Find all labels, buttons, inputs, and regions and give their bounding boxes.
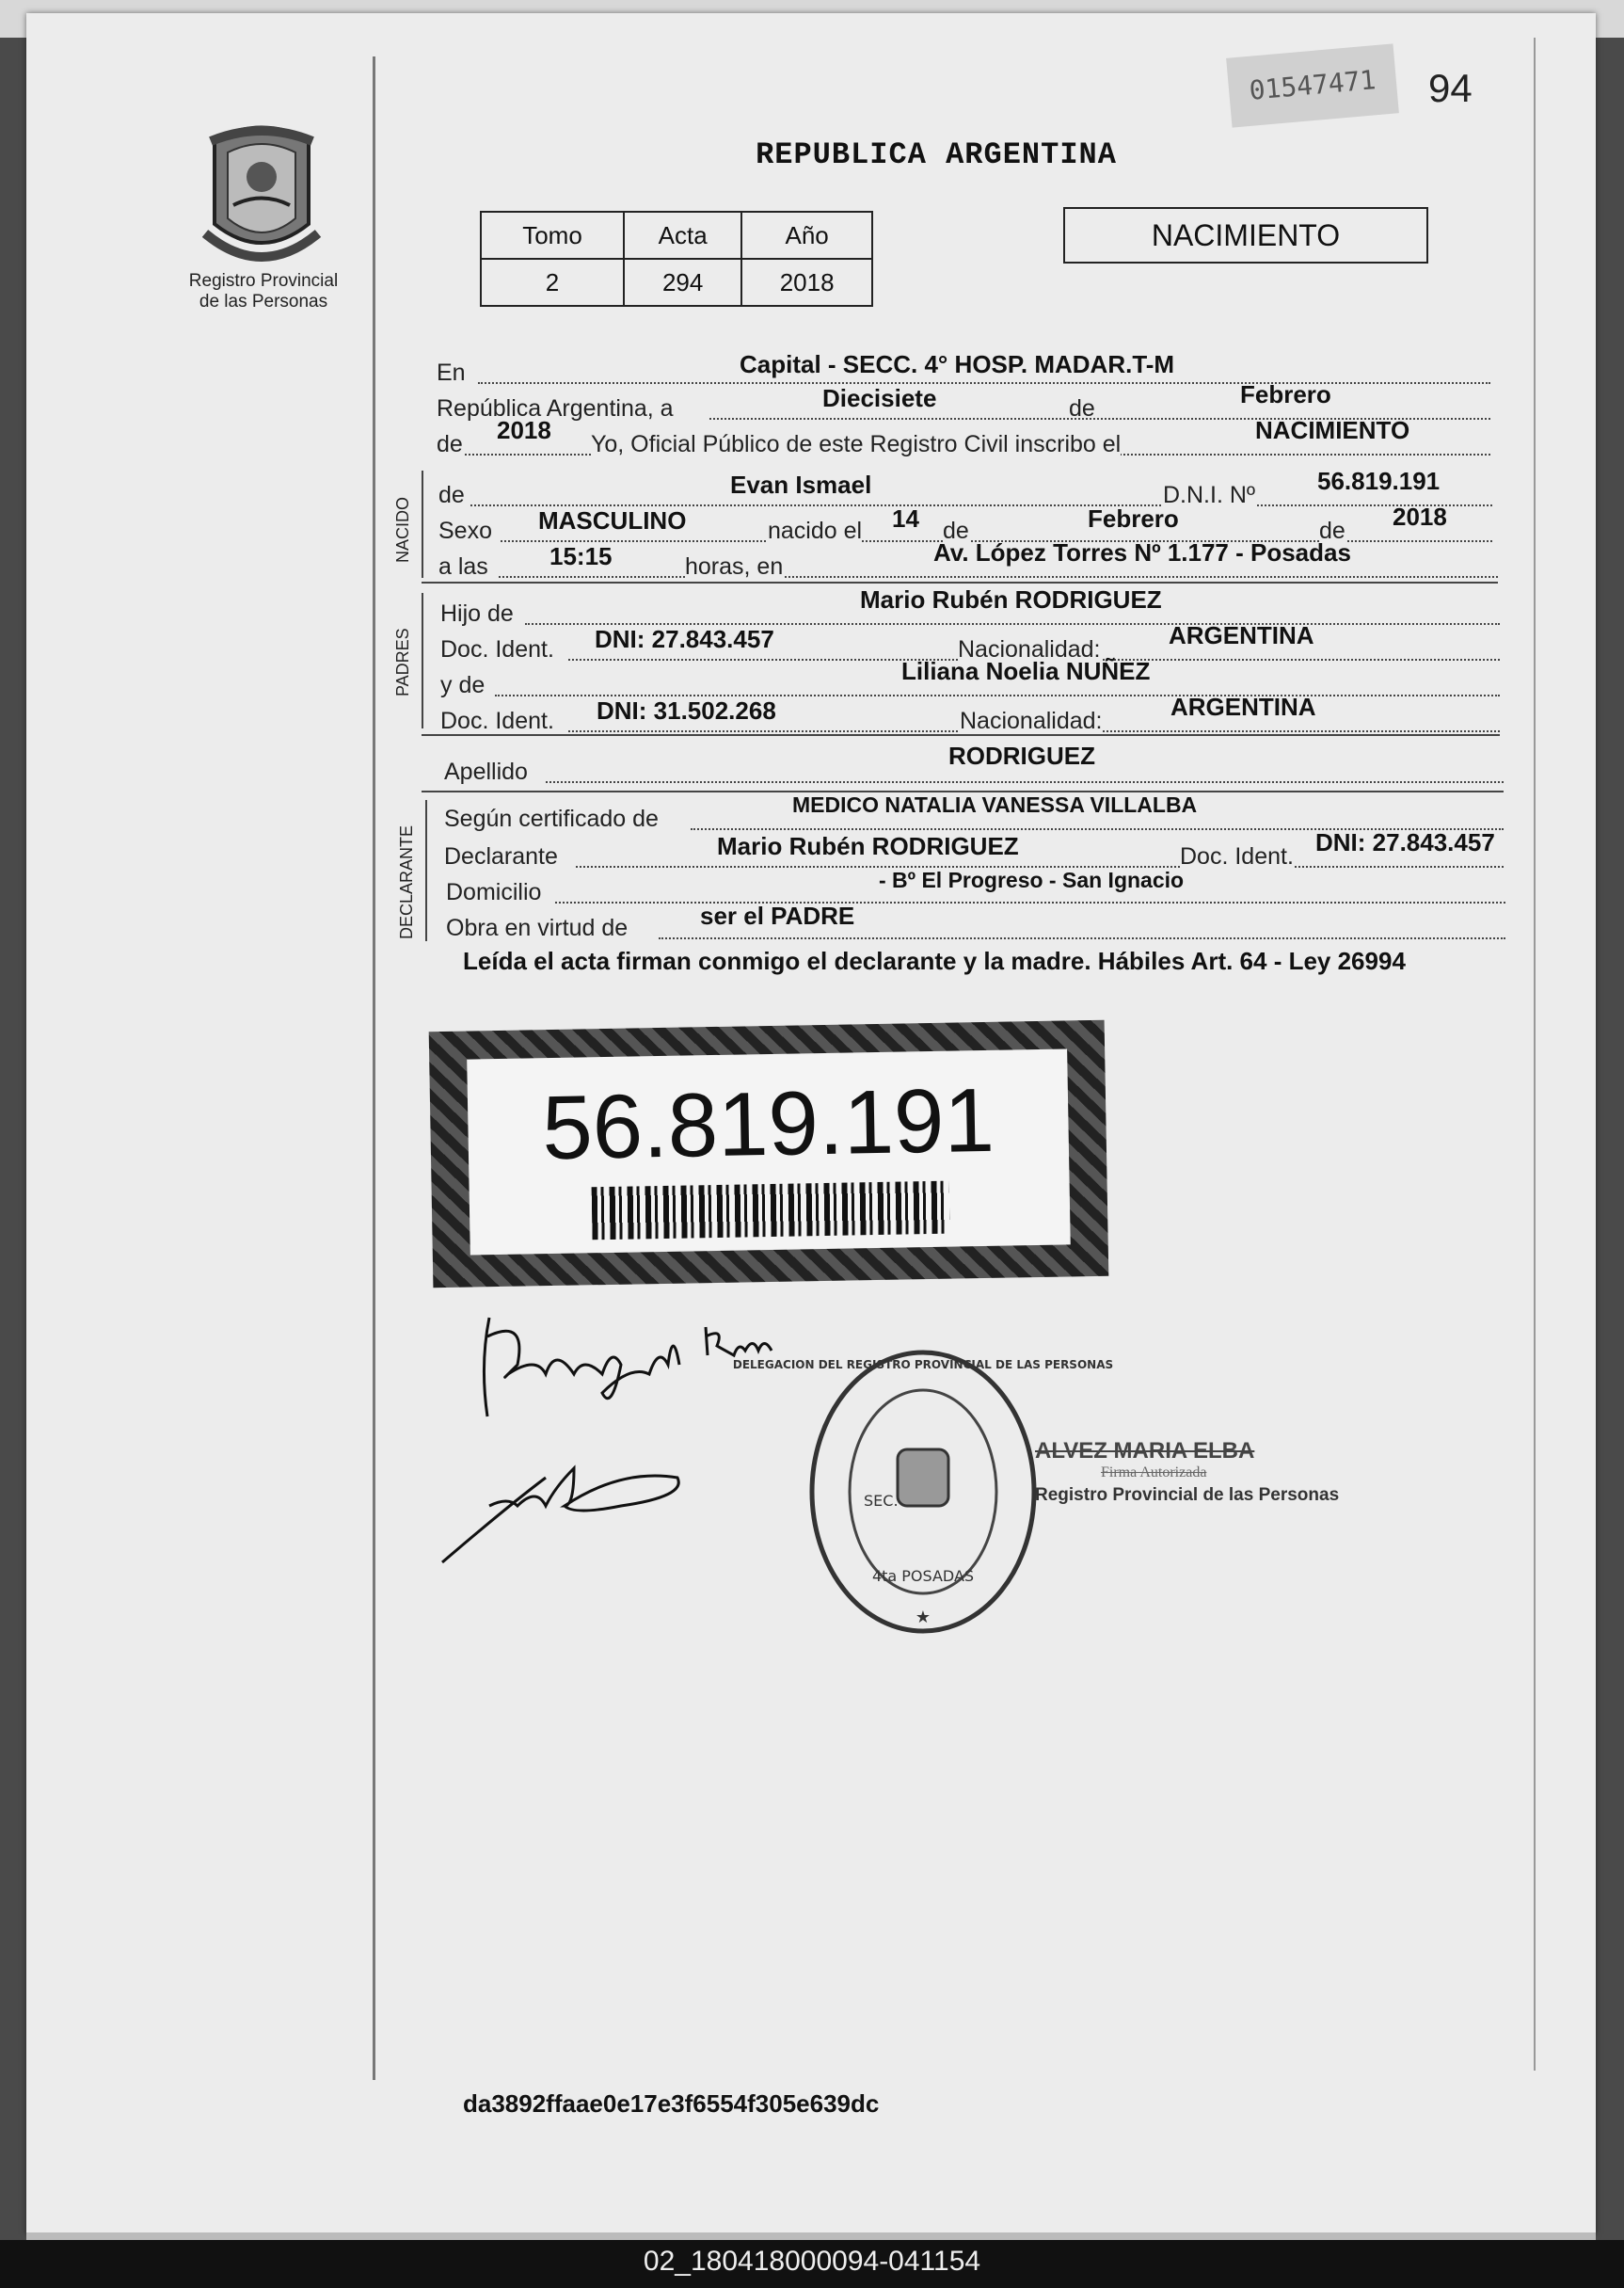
line-en (437, 352, 1490, 388)
dni-stamp-number: 56.819.191 (541, 1069, 995, 1179)
value-domicilio: - Bº El Progreso - San Ignacio (879, 868, 1185, 892)
nacido-bar (422, 471, 423, 578)
registry-line2: de las Personas (199, 292, 328, 312)
value-birth-day: 14 (892, 504, 919, 533)
label-father-doc: Doc. Ident. (440, 636, 554, 663)
page-number: 94 (1428, 66, 1473, 110)
line-mother-doc (440, 693, 1500, 736)
value-year: 2018 (497, 416, 551, 444)
page-bottom-edge (26, 2232, 1596, 2240)
value-child-name: Evan Ismael (730, 471, 872, 499)
page-title: REPUBLICA ARGENTINA (756, 137, 1117, 172)
line-time (438, 538, 1498, 582)
label-obra: Obra en virtud de (446, 915, 629, 941)
seal-ring-text: DELEGACION DEL REGISTRO PROVINCIAL DE LAS PERSONAS (732, 1358, 1114, 1371)
label-decl-doc: Doc. Ident. (1180, 843, 1294, 870)
value-father-doc: DNI: 27.843.457 (595, 625, 774, 653)
value-birth-address: Av. López Torres Nº 1.177 - Posadas (933, 538, 1351, 567)
section-declarante: DECLARANTE (397, 824, 416, 939)
footer-filename: 02_180418000094-041154 (643, 2246, 981, 2277)
dni-stamp-inner (467, 1048, 1071, 1255)
label-nacido-de: de (438, 482, 465, 508)
line-domicilio (446, 868, 1505, 907)
value-month: Febrero (1240, 380, 1331, 408)
label-de3: de (1319, 518, 1345, 544)
header-ano: Año (741, 212, 872, 259)
value-decl-doc: DNI: 27.843.457 (1315, 828, 1495, 856)
label-mother-doc: Doc. Ident. (440, 708, 554, 734)
value-apellido: RODRIGUEZ (948, 742, 1095, 770)
section-nacido: NACIDO (393, 496, 412, 563)
label-a-las: a las (438, 553, 488, 580)
svg-text:★: ★ (915, 1608, 931, 1626)
declarante-bar (425, 800, 427, 941)
misiones-crest-icon (196, 120, 327, 271)
serial-number: 01547471 (1226, 43, 1399, 127)
value-acta: 294 (624, 259, 741, 306)
value-mother-nat: ARGENTINA (1170, 693, 1316, 721)
record-type-box: NACIMIENTO (1063, 207, 1428, 264)
registry-seal-icon (732, 1346, 1114, 1638)
authority-role: Firma Autorizada (1101, 1464, 1207, 1480)
value-cert: MEDICO NATALIA VANESSA VILLALBA (792, 792, 1198, 817)
label-declarante: Declarante (444, 843, 558, 870)
line-apellido (444, 742, 1504, 787)
label-father-nat: Nacionalidad: (958, 636, 1101, 663)
label-y-de: y de (440, 672, 486, 698)
label-domicilio: Domicilio (446, 879, 542, 905)
value-time: 15:15 (549, 542, 613, 570)
authority-name: ALVEZ MARIA ELBA (1035, 1438, 1255, 1464)
seal-inner-left: SEC. (864, 1492, 899, 1510)
header-tomo: Tomo (481, 212, 624, 259)
padres-bar (422, 593, 423, 728)
document-hash: da3892ffaae0e17e3f6554f305e639dc (463, 2089, 880, 2118)
section-padres: PADRES (393, 628, 412, 696)
value-tomo: 2 (481, 259, 624, 306)
seal-inner-bottom: 4ta POSADAS (871, 1567, 975, 1585)
value-event: NACIMIENTO (1255, 416, 1410, 444)
label-oficial: Yo, Oficial Público de este Registro Civil inscribo el (591, 431, 1122, 457)
registry-line1: Registro Provincial (188, 271, 339, 291)
label-hijo: Hijo de (440, 600, 514, 627)
authority-org: Registro Provincial de las Personas (1035, 1485, 1340, 1505)
label-nacido-el: nacido el (768, 518, 863, 544)
dni-stamp (429, 1020, 1109, 1288)
label-cert: Según certificado de (444, 806, 659, 832)
line-year (437, 416, 1490, 459)
value-day: Diecisiete (822, 384, 937, 412)
value-child-dni: 56.819.191 (1317, 467, 1441, 495)
label-mother-nat: Nacionalidad: (960, 708, 1103, 734)
line-obra (446, 902, 1505, 943)
registry-caption (169, 271, 358, 312)
label-year-prefix: de (437, 431, 463, 457)
label-dni: D.N.I. Nº (1163, 482, 1256, 508)
value-birth-year: 2018 (1393, 503, 1447, 531)
value-sexo: MASCULINO (538, 506, 687, 535)
barcode-icon (592, 1181, 950, 1240)
value-place: Capital - SECC. 4° HOSP. MADAR.T-M (740, 350, 1175, 378)
value-mother-doc: DNI: 31.502.268 (597, 696, 776, 725)
margin-line (373, 56, 375, 2080)
value-obra: ser el PADRE (700, 902, 855, 930)
label-republica: República Argentina, a (437, 395, 674, 422)
label-horas: horas, en (685, 553, 784, 580)
value-birth-month: Febrero (1088, 504, 1179, 533)
label-apellido: Apellido (444, 759, 528, 785)
divider-2 (422, 734, 1500, 736)
value-mother: Liliana Noelia NUÑEZ (901, 657, 1151, 685)
label-en: En (437, 360, 466, 386)
closing-text: Leída el acta firman conmigo el declarante y la madre. Hábiles Art. 64 - Ley 26994 (463, 947, 1406, 975)
value-ano: 2018 (741, 259, 872, 306)
value-declarante: Mario Rubén RODRIGUEZ (717, 832, 1019, 860)
line-declarante (444, 828, 1504, 872)
label-de2: de (943, 518, 969, 544)
value-father: Mario Rubén RODRIGUEZ (860, 585, 1162, 614)
mother-signature (433, 1449, 696, 1572)
line-y-de (440, 657, 1500, 700)
authority-block (1035, 1438, 1355, 1506)
divider-1 (422, 582, 1498, 584)
line-hijo (440, 585, 1500, 629)
label-de: de (1069, 395, 1095, 422)
header-acta: Acta (624, 212, 741, 259)
right-margin-line (1534, 38, 1536, 2071)
value-father-nat: ARGENTINA (1169, 621, 1314, 649)
record-table (480, 211, 873, 307)
label-sexo: Sexo (438, 518, 492, 544)
line-nacido-name (438, 467, 1492, 510)
